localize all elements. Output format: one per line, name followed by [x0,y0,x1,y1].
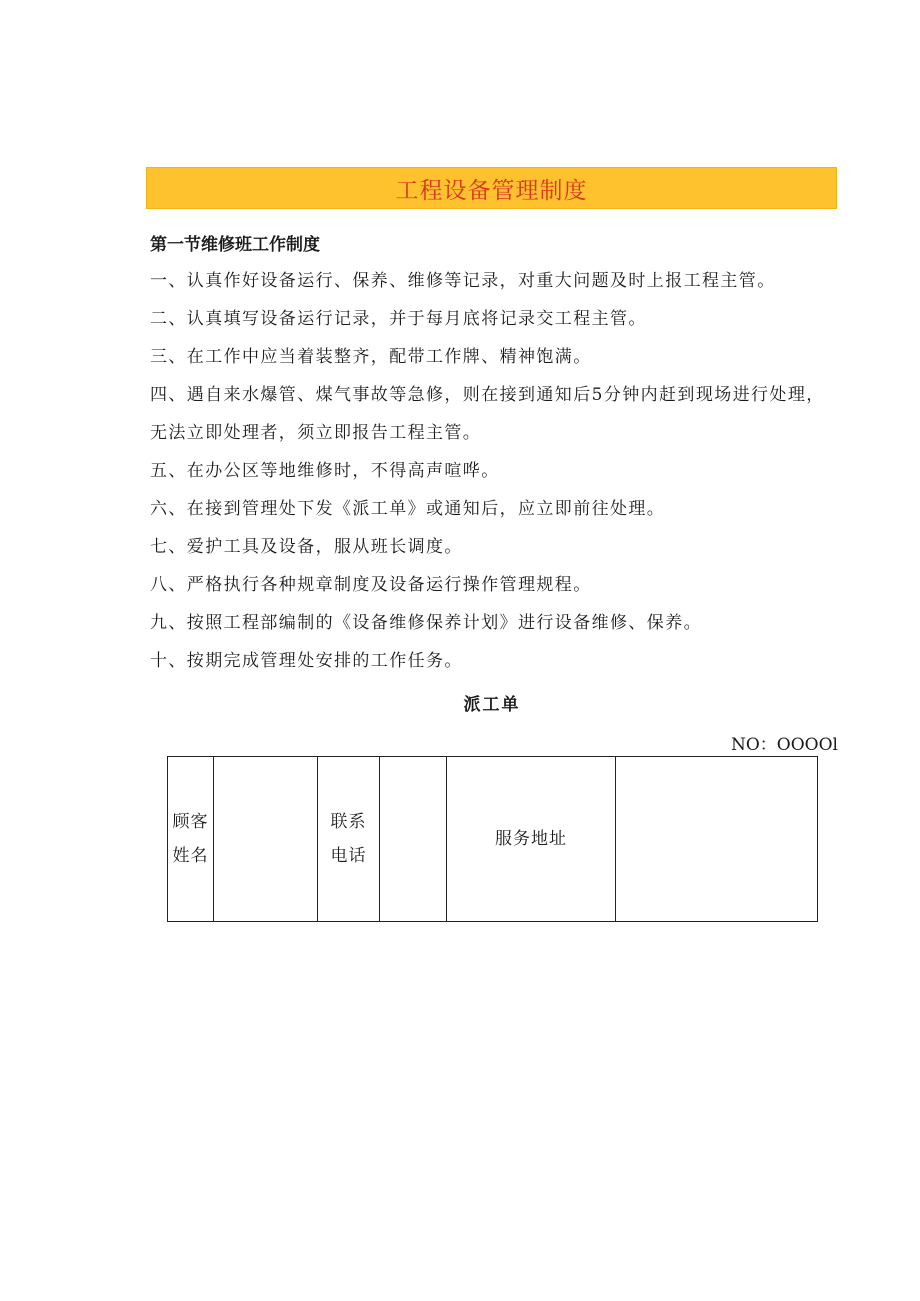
table-row [168,757,818,922]
service-address-label: 服务地址 [447,757,616,922]
rule-item-5: 五、在办公区等地维修时，不得高声喧哗。 [150,461,500,481]
work-order-number: NO：OOOOl [731,735,838,755]
work-order-table [167,756,818,922]
rule-item-7: 七、爱护工具及设备，服从班长调度。 [150,537,463,557]
rule-item-8: 八、严格执行各种规章制度及设备运行操作管理规程。 [150,575,592,595]
document-title: 工程设备管理制度 [395,177,588,204]
work-order-title: 派工单 [463,695,521,715]
rule-list [150,262,840,680]
rule-item-4: 四、遇自来水爆管、煤气事故等急修，则在接到通知后5分钟内赶到现场进行处理，无法立即处理者，须立即报告工程主管。 [150,385,825,443]
rule-item-1: 一、认真作好设备运行、保养、维修等记录，对重大问题及时上报工程主管。 [150,271,776,291]
rule-item-6: 六、在接到管理处下发《派工单》或通知后，应立即前往处理。 [150,499,666,519]
customer-name-label: 顾客姓名 [168,757,214,922]
rule-item-2: 二、认真填写设备运行记录，并于每月底将记录交工程主管。 [150,309,647,329]
phone-field[interactable] [380,757,447,922]
rule-item-3: 三、在工作中应当着装整齐，配带工作牌、精神饱满。 [150,347,592,367]
service-address-field[interactable] [616,757,818,922]
section-heading: 第一节维修班工作制度 [150,235,320,255]
rule-item-9: 九、按照工程部编制的《设备维修保养计划》进行设备维修、保养。 [150,613,702,633]
rule-item-10: 十、按期完成管理处安排的工作任务。 [150,651,463,671]
customer-name-field[interactable] [214,757,318,922]
phone-label: 联系电话 [318,757,380,922]
document-title-bar [146,167,837,209]
document-body [150,228,840,680]
